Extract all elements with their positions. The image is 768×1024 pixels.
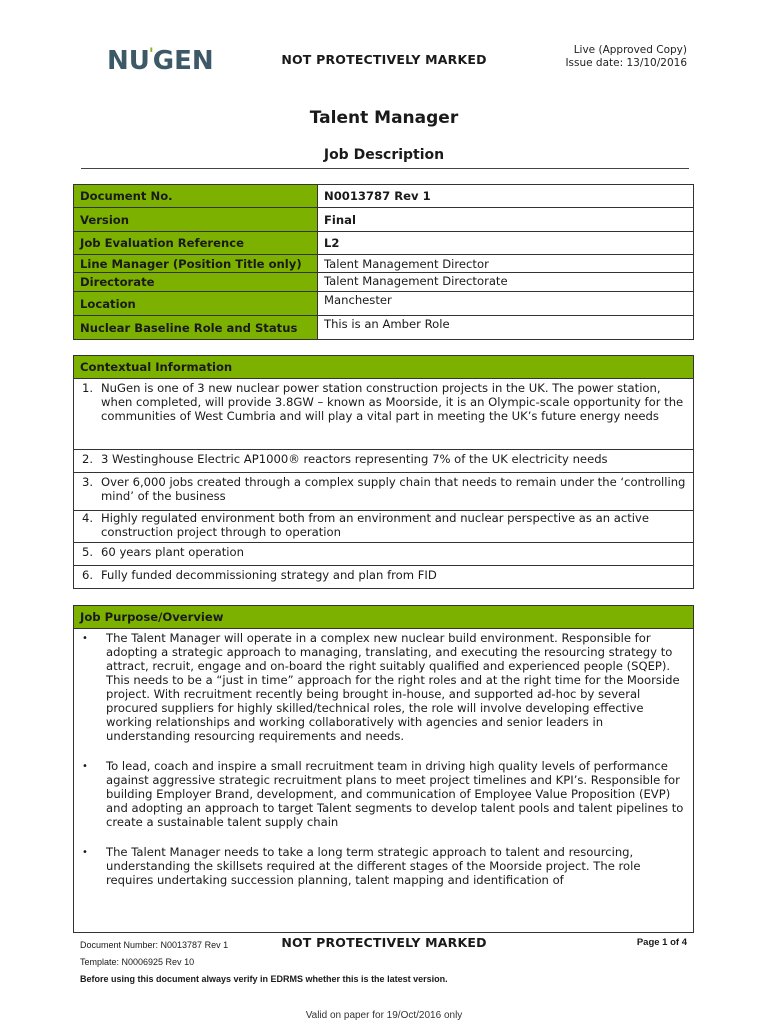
bullet-glyph: • — [82, 847, 88, 858]
item-text: NuGen is one of 3 new nuclear power station construction projects in the UK. The power station, when completed, will provide 3.8GW – known as Moorside, it is an Olympic-scale opportunity for the communities of West Cumbria and will play a vital part in meeting the UK’s future energy needs — [101, 381, 684, 423]
item-number: 1. — [82, 381, 94, 395]
meta-key: Directorate — [74, 273, 318, 292]
meta-row — [74, 316, 694, 340]
page-title: Talent Manager — [309, 108, 459, 128]
meta-key: Nuclear Baseline Role and Status — [74, 316, 318, 340]
list-item — [74, 473, 694, 511]
bullet-glyph: • — [82, 633, 88, 644]
item-text: Over 6,000 jobs created through a complex supply chain that needs to remain under the ‘controlling mind’ of the business — [101, 475, 686, 503]
meta-key: Line Manager (Position Title only) — [74, 255, 318, 273]
page-subtitle: Job Description — [323, 147, 445, 163]
meta-row — [74, 292, 694, 316]
contextual-information-table — [73, 355, 694, 589]
list-item — [74, 450, 694, 473]
section-header-row — [74, 356, 694, 379]
page-number: Page 1 of 4 — [636, 937, 687, 948]
list-item — [74, 511, 694, 543]
meta-value: Talent Management Directorate — [318, 273, 694, 292]
meta-row — [74, 208, 694, 232]
meta-value: Final — [318, 208, 694, 232]
meta-key: Document No. — [74, 185, 318, 208]
document-status: Live (Approved Copy) — [573, 44, 687, 56]
section-heading: Job Purpose/Overview — [74, 606, 694, 629]
list-item — [82, 631, 687, 743]
job-purpose-table — [73, 605, 694, 933]
list-item — [82, 845, 687, 887]
item-text: 60 years plant operation — [101, 545, 244, 559]
footer-document-number: Document Number: N0013787 Rev 1 — [80, 940, 229, 950]
meta-row — [74, 255, 694, 273]
meta-value: Talent Management Director — [318, 255, 694, 273]
logo-apostrophe-mark: ' — [148, 44, 154, 63]
issue-date: Issue date: 13/10/2016 — [565, 57, 687, 69]
title-divider — [81, 168, 689, 169]
item-text: The Talent Manager needs to take a long term strategic approach to talent and resourcing, understanding the skillsets required at the different stages of the Moorside project. The role requires undertaking succession planning, talent mapping and identification of — [106, 845, 641, 887]
meta-row — [74, 232, 694, 255]
logo-text-left: NU — [107, 46, 150, 76]
meta-value: Manchester — [318, 292, 694, 316]
list-item — [74, 566, 694, 589]
footer-template: Template: N0006925 Rev 10 — [80, 957, 195, 967]
validity-note: Valid on paper for 19/Oct/2016 only — [305, 1010, 463, 1021]
header-status-block — [565, 44, 687, 70]
item-text: 3 Westinghouse Electric AP1000® reactors representing 7% of the UK electricity needs — [101, 452, 608, 466]
bullet-glyph: • — [82, 761, 88, 772]
document-meta-table — [73, 184, 694, 340]
meta-value: L2 — [318, 232, 694, 255]
meta-row — [74, 273, 694, 292]
bullet-list — [82, 631, 687, 928]
item-number: 5. — [82, 545, 94, 559]
item-text: Highly regulated environment both from an environment and nuclear perspective as an active construction project through to operation — [101, 511, 649, 539]
meta-key: Version — [74, 208, 318, 232]
item-text: The Talent Manager will operate in a complex new nuclear build environment. Responsible for adopting a strategic approach to managing, translating, and executing the resourcing strategy to attract, recruit, engage and on-board the right suitably qualified and experienced people (SQEP). This needs to be a “just in time” approach for the right roles and at the right time for the Moorside project. With recruitment recently being brought in-house, and supported ad-hoc by several procured suppliers for highly skilled/technical roles, the role will involve developing effective working relationships and working collaboratively with agencies and senior leaders in understanding resourcing requirements and needs. — [106, 631, 680, 743]
bullet-list-row — [74, 629, 694, 933]
item-number: 4. — [82, 511, 94, 525]
item-number: 2. — [82, 452, 94, 466]
logo-text-right: GEN — [152, 46, 214, 76]
item-number: 6. — [82, 568, 94, 582]
meta-key: Job Evaluation Reference — [74, 232, 318, 255]
list-item — [74, 379, 694, 450]
item-text: Fully funded decommissioning strategy and plan from FID — [101, 568, 437, 582]
footer-verify-note: Before using this document always verify in EDRMS whether this is the latest version. — [80, 974, 448, 984]
section-header-row — [74, 606, 694, 629]
list-item — [82, 759, 687, 829]
item-text: To lead, coach and inspire a small recruitment team in driving high quality levels of performance against aggressive strategic recruitment plans to meet project timelines and KPI’s. Responsible for building Employer Brand, development, and communication of Employee Value Proposition (EVP) and adopting an approach to target Talent segments to develop talent pools and talent pipelines to create a sustainable talent supply chain — [106, 759, 684, 829]
meta-row — [74, 185, 694, 208]
item-number: 3. — [82, 475, 94, 489]
meta-value: N0013787 Rev 1 — [318, 185, 694, 208]
meta-value: This is an Amber Role — [318, 316, 694, 340]
footer-classification: NOT PROTECTIVELY MARKED — [281, 935, 487, 950]
list-item — [74, 543, 694, 566]
meta-key: Location — [74, 292, 318, 316]
section-heading: Contextual Information — [74, 356, 694, 379]
header-classification: NOT PROTECTIVELY MARKED — [281, 52, 487, 67]
